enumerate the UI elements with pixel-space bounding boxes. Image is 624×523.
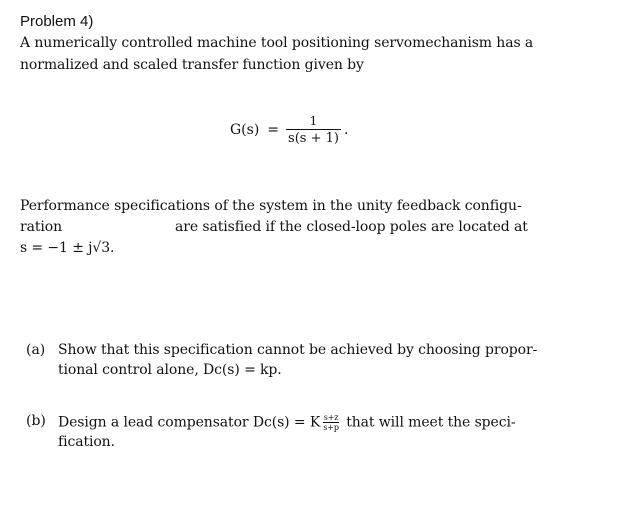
part-b-prefix: Design a lead compensator Dc(s) = K xyxy=(58,414,321,431)
part-b-text-line-2: fication. xyxy=(58,434,115,450)
equation-fraction xyxy=(286,114,341,146)
lead-fraction-numerator: s+z xyxy=(323,413,339,422)
part-b-label: (b) xyxy=(26,413,46,429)
part-b-text-line-1 xyxy=(58,413,515,432)
part-a-text-line-2: tional control alone, Dc(s) = kp. xyxy=(58,362,282,378)
equation-lhs: G(s) xyxy=(230,122,260,138)
performance-text-line-1: Performance specifications of the system in the unity feedback configu- xyxy=(20,198,522,214)
intro-text-line-1: A numerically controlled machine tool positioning servomechanism has a xyxy=(20,35,534,51)
equation-equals: = xyxy=(267,122,280,138)
problem-title: Problem 4) xyxy=(20,13,94,30)
transfer-function-equation xyxy=(230,114,348,146)
equation-denominator: s(s + 1) xyxy=(288,131,339,146)
part-a-text-line-1: Show that this specification cannot be achieved by choosing propor- xyxy=(58,342,538,358)
part-a-label: (a) xyxy=(26,342,46,358)
performance-text-line-2b: are satisfied if the closed-loop poles are located at xyxy=(175,219,528,235)
closed-loop-poles: s = −1 ± j√3. xyxy=(20,240,115,256)
part-b-suffix: that will meet the speci- xyxy=(346,414,516,431)
performance-text-line-2a: ration xyxy=(20,219,62,235)
equation-period: . xyxy=(343,122,349,138)
intro-text-line-2: normalized and scaled transfer function given by xyxy=(20,57,364,73)
lead-fraction-denominator: s+p xyxy=(323,423,339,432)
equation-numerator: 1 xyxy=(309,114,318,128)
lead-compensator-fraction xyxy=(322,413,340,432)
